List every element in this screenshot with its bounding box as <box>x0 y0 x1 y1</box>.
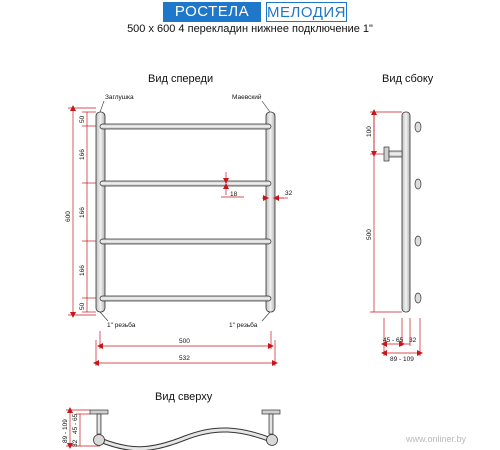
dim-top-offset: 50 <box>79 115 86 123</box>
front-view-title: Вид спереди <box>148 73 214 85</box>
product-subtitle: 500 х 600 4 перекладин нижнее подключение 1" <box>127 23 373 35</box>
mayevsky-label: Маевский <box>232 94 262 101</box>
watermark: www.onliner.by <box>406 434 467 444</box>
dim-bar-spacing-1: 166 <box>79 149 86 160</box>
crossbar-3 <box>100 239 271 244</box>
dim-top-b: 32 <box>72 439 79 447</box>
side-view-title: Вид сбоку <box>382 73 434 85</box>
side-dimensions <box>370 112 420 356</box>
dim-side-height: 500 <box>366 229 373 240</box>
dim-top-c: 45 - 65 <box>72 413 79 434</box>
dim-bar-offset: 18 <box>230 191 238 198</box>
left-riser-section <box>94 435 105 446</box>
top-view <box>90 410 280 449</box>
dim-side-depth-b: 32 <box>409 337 417 344</box>
thread-left-label: 1" резьба <box>107 322 136 329</box>
plug-label: Заглушка <box>105 94 134 101</box>
front-view <box>96 93 275 329</box>
right-riser <box>266 112 275 312</box>
dim-bar-spacing-2: 166 <box>79 207 86 218</box>
crossbar-4 <box>100 296 271 301</box>
thread-right-label: 1" резьба <box>229 322 258 329</box>
side-view <box>384 112 421 312</box>
crossbar-1 <box>100 124 271 129</box>
wall-bracket <box>384 147 389 161</box>
dim-top-a: 89 - 109 <box>62 419 69 443</box>
side-riser <box>402 112 410 312</box>
dim-side-depth-a: 45 - 65 <box>383 337 404 344</box>
dim-bar-spacing-3: 166 <box>79 265 86 276</box>
crossbar-2 <box>100 181 271 186</box>
dim-overall-width: 532 <box>179 355 190 362</box>
dim-side-top: 100 <box>366 126 373 137</box>
dim-bottom-offset: 50 <box>79 302 86 310</box>
dim-pipe-width: 32 <box>285 190 293 197</box>
right-riser-section <box>267 435 278 446</box>
dim-total-height: 600 <box>65 211 72 222</box>
top-view-title: Вид сверху <box>155 391 213 403</box>
brand-name: РОСТЕЛА <box>163 2 261 22</box>
model-name: МЕЛОДИЯ <box>267 4 346 21</box>
left-riser <box>96 112 105 312</box>
dim-center-distance: 500 <box>179 338 190 345</box>
dim-side-overall-depth: 89 - 109 <box>390 356 414 363</box>
